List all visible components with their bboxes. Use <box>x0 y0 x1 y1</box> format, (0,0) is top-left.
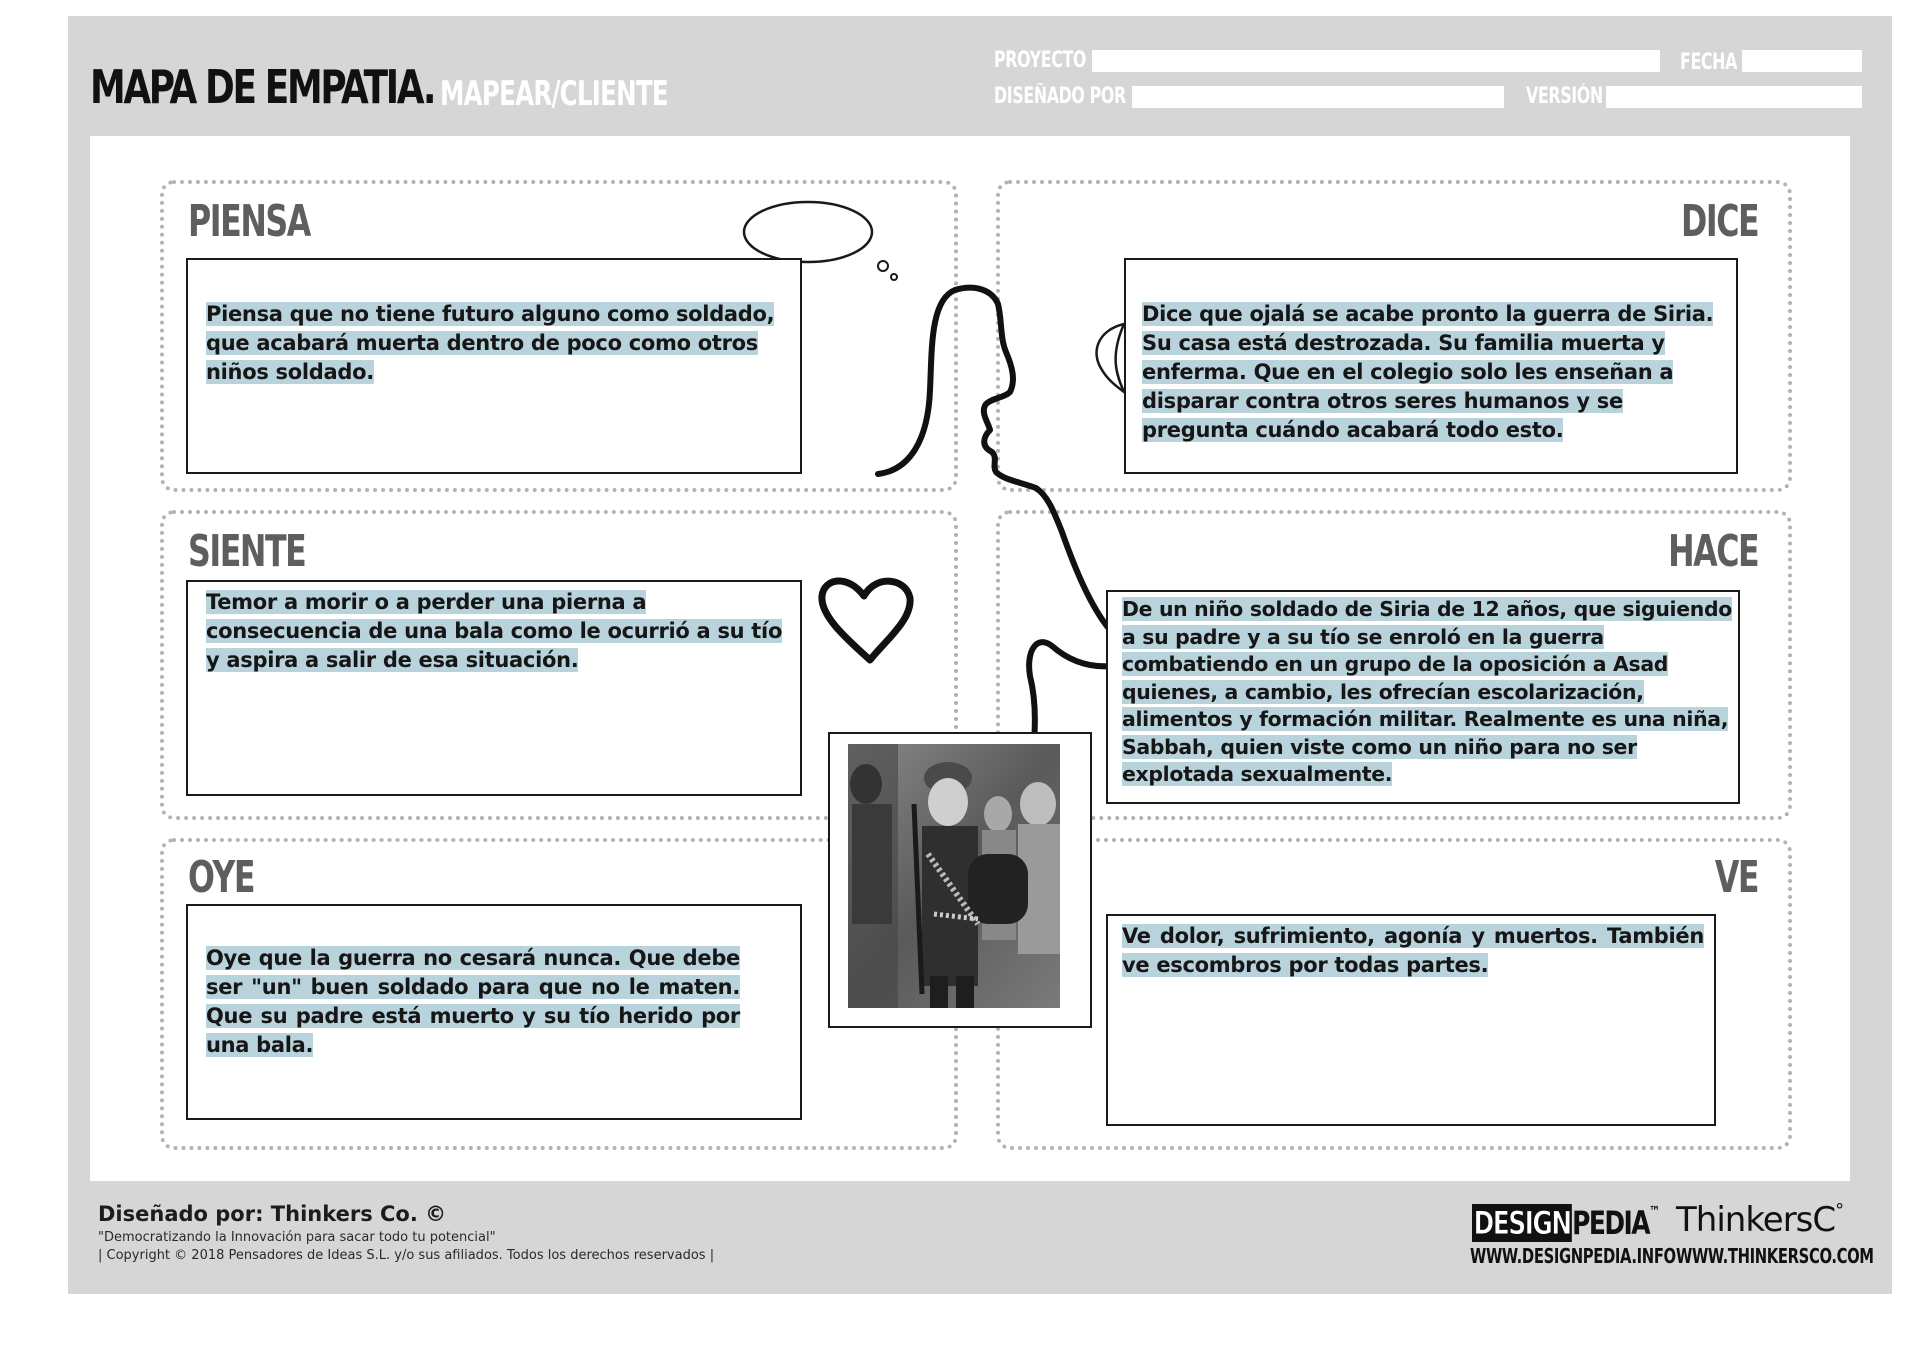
page-subtitle: MAPEAR/CLIENTE <box>440 74 668 114</box>
quadrant-title-oye: OYE <box>188 852 255 903</box>
textbox-ve[interactable] <box>1106 914 1716 1126</box>
designpedia-logo[interactable] <box>1472 1204 1658 1242</box>
text-piensa: Piensa que no tiene futuro alguno como soldado, que acabará muerta dentro de poco como otros niños soldado. <box>206 302 775 384</box>
photo-frame <box>828 732 1092 1028</box>
textbox-dice[interactable] <box>1124 258 1738 474</box>
page-title: MAPA DE EMPATIA. <box>90 60 435 114</box>
quadrant-title-siente: SIENTE <box>188 526 306 577</box>
thought-bubble-dot-small-icon <box>891 274 897 280</box>
designpedia-logo-design: DESIGN <box>1473 1204 1571 1242</box>
designpedia-url[interactable]: WWW.DESIGNPEDIA.INFO <box>1470 1244 1676 1268</box>
designpedia-tm: ™ <box>1649 1204 1659 1220</box>
quadrant-title-dice: DICE <box>1680 196 1758 247</box>
textbox-siente[interactable] <box>186 580 802 796</box>
photo-image <box>848 744 1060 1008</box>
thought-bubble-icon <box>744 202 872 262</box>
version-label: VERSIÓN <box>1526 84 1603 109</box>
text-hace: De un niño soldado de Siria de 12 años, que siguiendo a su padre y a su tío se enroló en la guerra combatiendo en un grupo de la oposición a Asad quienes, a cambio, les ofrecían escolarización, alimentos y formación militar. Realmente es una niña, Sabbah, quien viste como un niño para no ser explotada sexualmente. <box>1122 597 1732 786</box>
thinkersco-logo[interactable] <box>1676 1200 1843 1240</box>
thinkersco-mark: ° <box>1835 1200 1844 1221</box>
thinkersco-logo-text: ThinkersC <box>1676 1200 1836 1240</box>
text-siente: Temor a morir o a perder una pierna a consecuencia de una bala como le ocurrió a su tío y aspira a salir de esa situación. <box>206 590 783 672</box>
textbox-piensa[interactable] <box>186 258 802 474</box>
proyecto-label: PROYECTO <box>994 48 1087 73</box>
thought-bubble-dot-icon <box>878 261 888 271</box>
quadrant-title-hace: HACE <box>1667 526 1758 577</box>
textbox-oye[interactable] <box>186 904 802 1120</box>
fecha-label: FECHA <box>1680 50 1737 75</box>
disenado-por-label: DISEÑADO POR <box>994 84 1126 109</box>
quadrant-title-ve: VE <box>1714 852 1758 903</box>
footer-copyright: | Copyright © 2018 Pensadores de Ideas S.L. y/o sus afiliados. Todos los derechos reservados | <box>98 1248 715 1263</box>
footer-tagline: "Democratizando la Innovación para sacar todo tu potencial" <box>98 1230 496 1245</box>
speech-bubble-icon <box>1097 324 1124 392</box>
child-soldier-photo <box>848 744 1060 1008</box>
designpedia-logo-pedia: PEDIA <box>1572 1204 1650 1242</box>
footer-designed-by: Diseñado por: Thinkers Co. © <box>98 1202 447 1226</box>
text-ve: Ve dolor, sufrimiento, agonía y muertos. También ve escombros por todas partes. <box>1122 924 1704 977</box>
text-dice: Dice que ojalá se acabe pronto la guerra de Siria. Su casa está destrozada. Su familia muerta y enferma. Que en el colegio solo les enseñan a disparar contra otros seres humanos y se pregunta cuándo acabará todo esto. <box>1142 302 1714 442</box>
heart-icon <box>822 581 910 660</box>
text-oye: Oye que la guerra no cesará nunca. Que debe ser "un" buen soldado para que no le maten. Que su padre está muerto y su tío herido por una bala. <box>206 946 740 1057</box>
thinkersco-url[interactable]: WWW.THINKERSCO.COM <box>1676 1244 1874 1268</box>
head-profile-icon <box>878 288 1110 630</box>
textbox-hace[interactable] <box>1106 590 1740 804</box>
quadrant-title-piensa: PIENSA <box>188 196 310 247</box>
